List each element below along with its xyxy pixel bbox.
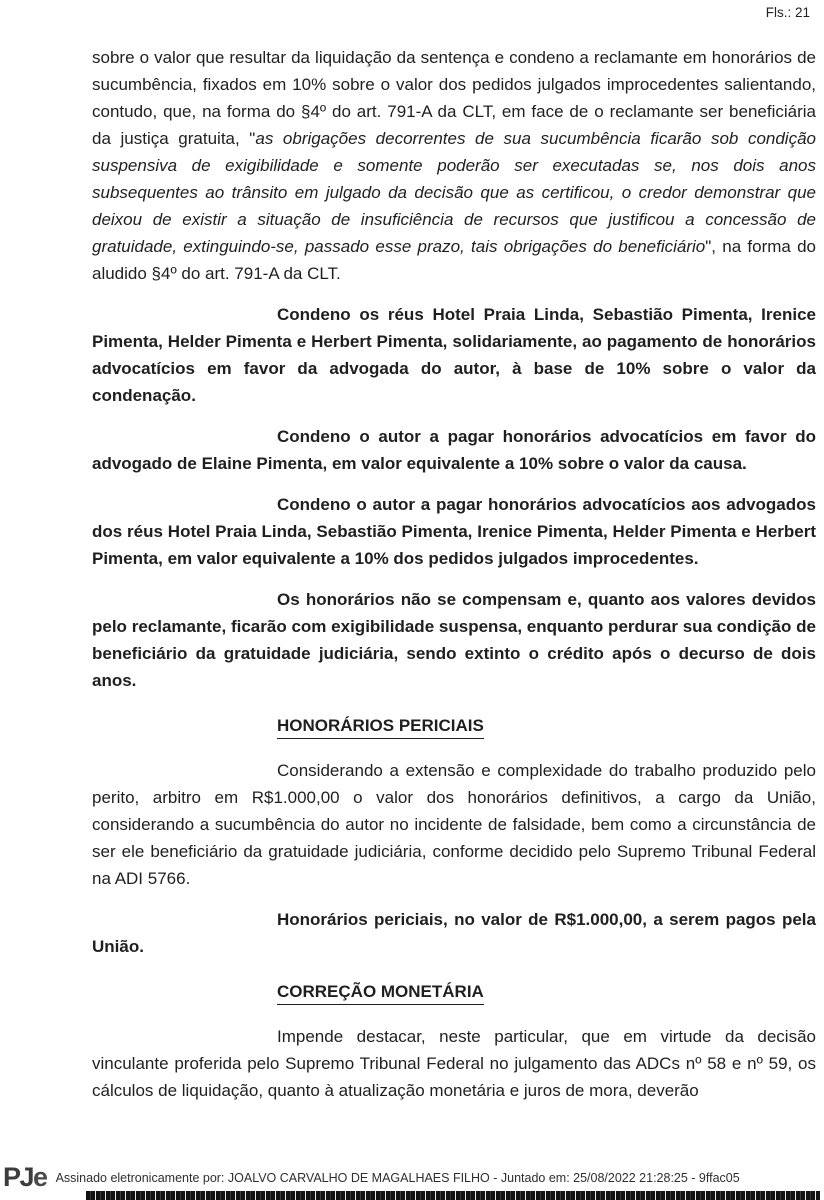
paragraph-liquidacao-sentenca xyxy=(92,44,816,287)
paragraph-condeno-reus-solidariamente: Condeno os réus Hotel Praia Linda, Sebastião Pimenta, Irenice Pimenta, Helder Pimenta e Herbert Pimenta, solidariamente, ao pagamento de honorários advocatícios em favor da advogada do autor, à base de 10% sobre o valor da condenação. xyxy=(92,305,816,405)
pje-logo-e: e xyxy=(33,1162,47,1192)
pje-logo-pj: PJ xyxy=(3,1162,34,1192)
document-body xyxy=(92,44,816,1118)
section-heading-honorarios-periciais xyxy=(277,712,816,739)
section-heading-text: HONORÁRIOS PERICIAIS xyxy=(277,716,484,739)
pje-logo xyxy=(3,1164,47,1191)
paragraph-text: ", na forma do aludido §4º do art. 791-A da CLT. xyxy=(92,237,816,283)
paragraph-condeno-autor-advogados-reus: Condeno o autor a pagar honorários advocatícios aos advogados dos réus Hotel Praia Linda, Sebastião Pimenta, Irenice Pimenta, Helder Pimenta e Herbert Pimenta, em valor equivalente a 10% dos pedidos julgados improcedentes. xyxy=(92,495,816,568)
page-folio-number: Fls.: 21 xyxy=(765,5,810,20)
paragraph-impende-destacar: Impende destacar, neste particular, que em virtude da decisão vinculante proferida pelo Supremo Tribunal Federal no julgamento das ADCs nº 58 e nº 59, os cálculos de liquidação, quanto à atualização monetária e juros de mora, deverão xyxy=(92,1027,816,1100)
electronic-signature-text: Assinado eletronicamente por: JOALVO CARVALHO DE MAGALHAES FILHO - Juntado em: 25/08/2022 21:28:25 - 9ffac05 xyxy=(55,1170,740,1185)
signature-footer xyxy=(3,1164,740,1191)
paragraph-text: sobre o valor que resultar da liquidação da sentença e condeno a reclamante em honorários de sucumbência, fixados em 10% sobre o valor dos pedidos julgados improcedentes salientando, contudo, que, na forma do §4º do art. 791-A da CLT, em face de o reclamante ser beneficiária da justiça gratuita, " xyxy=(92,48,816,148)
paragraph-honorarios-nao-compensam: Os honorários não se compensam e, quanto aos valores devidos pelo reclamante, ficarão com exigibilidade suspensa, enquanto perdurar sua condição de beneficiário da gratuidade judiciária, sendo extinto o crédito após o decurso de dois anos. xyxy=(92,590,816,690)
signature-barcode xyxy=(86,1191,820,1200)
paragraph-honorarios-periciais-valor: Honorários periciais, no valor de R$1.000,00, a serem pagos pela União. xyxy=(92,910,816,956)
paragraph-condeno-autor-elaine: Condeno o autor a pagar honorários advocatícios em favor do advogado de Elaine Pimenta, em valor equivalente a 10% sobre o valor da causa. xyxy=(92,427,816,473)
quoted-citation-italic: as obrigações decorrentes de sua sucumbência ficarão sob condição suspensiva de exigibilidade e somente poderão ser executadas se, nos dois anos subsequentes ao trânsito em julgado da decisão que as certificou, o credor demonstrar que deixou de existir a situação de insuficiência de recursos que justificou a concessão de gratuidade, extinguindo-se, passado esse prazo, tais obrigações do beneficiário xyxy=(92,129,816,256)
section-heading-text: CORREÇÃO MONETÁRIA xyxy=(277,982,484,1005)
section-heading-correcao-monetaria xyxy=(277,978,816,1005)
paragraph-considerando-perito: Considerando a extensão e complexidade do trabalho produzido pelo perito, arbitro em R$1.000,00 o valor dos honorários definitivos, a cargo da União, considerando a sucumbência do autor no incidente de falsidade, bem como a circunstância de ser ele beneficiário da gratuidade judiciária, conforme decidido pelo Supremo Tribunal Federal na ADI 5766. xyxy=(92,761,816,888)
